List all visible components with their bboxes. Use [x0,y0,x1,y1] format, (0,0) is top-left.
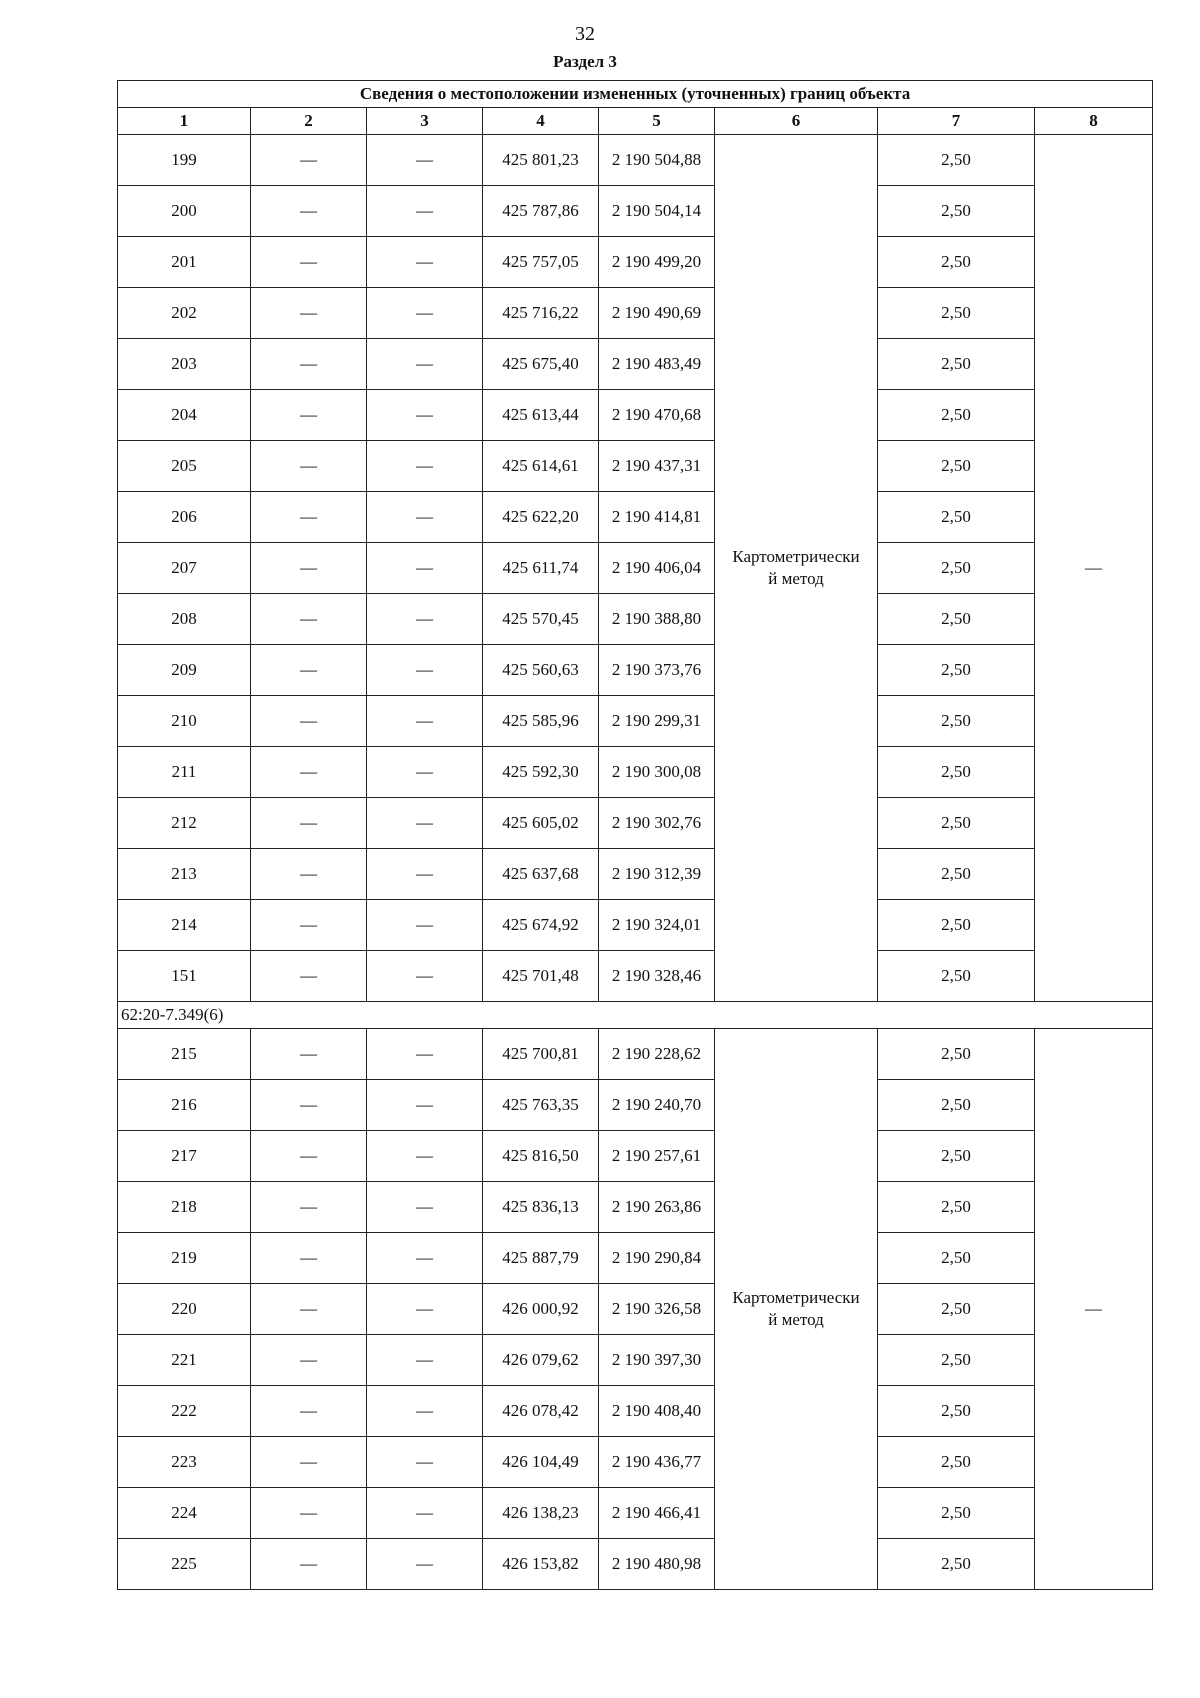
coordinate-x-cell: 425 757,05 [483,237,599,288]
point-number-cell: 214 [118,900,251,951]
column-3-cell: — [367,594,483,645]
accuracy-cell: 2,50 [878,543,1035,594]
accuracy-cell: 2,50 [878,1182,1035,1233]
column-2-cell: — [251,1335,367,1386]
accuracy-cell: 2,50 [878,1080,1035,1131]
table-row [118,1080,1153,1131]
table-row [118,1131,1153,1182]
column-3-cell: — [367,1131,483,1182]
coordinate-y-cell: 2 190 466,41 [599,1488,715,1539]
coordinate-y-cell: 2 190 388,80 [599,594,715,645]
column-2-cell: — [251,594,367,645]
point-number-cell: 221 [118,1335,251,1386]
table-body [118,135,1153,1590]
accuracy-cell: 2,50 [878,339,1035,390]
accuracy-cell: 2,50 [878,1029,1035,1080]
accuracy-cell: 2,50 [878,492,1035,543]
column-2-cell: — [251,288,367,339]
accuracy-cell: 2,50 [878,441,1035,492]
coordinate-x-cell: 425 816,50 [483,1131,599,1182]
accuracy-cell: 2,50 [878,237,1035,288]
point-number-cell: 201 [118,237,251,288]
coordinate-x-cell: 425 716,22 [483,288,599,339]
column-2-cell: — [251,237,367,288]
column-2-cell: — [251,1182,367,1233]
column-3-cell: — [367,1335,483,1386]
table-row [118,186,1153,237]
table-row [118,645,1153,696]
point-number-cell: 204 [118,390,251,441]
column-3-cell: — [367,645,483,696]
accuracy-cell: 2,50 [878,390,1035,441]
coordinate-x-cell: 425 787,86 [483,186,599,237]
column-3-cell: — [367,798,483,849]
accuracy-cell: 2,50 [878,798,1035,849]
coordinate-x-cell: 425 605,02 [483,798,599,849]
coordinate-y-cell: 2 190 408,40 [599,1386,715,1437]
column-3-cell: — [367,1284,483,1335]
coordinate-y-cell: 2 190 257,61 [599,1131,715,1182]
table-row [118,339,1153,390]
column-number-row [118,108,1153,135]
table-row [118,1386,1153,1437]
point-number-cell: 212 [118,798,251,849]
accuracy-cell: 2,50 [878,1284,1035,1335]
column-2-cell: — [251,1080,367,1131]
column-2-cell: — [251,492,367,543]
point-number-cell: 206 [118,492,251,543]
table-row [118,543,1153,594]
point-number-cell: 211 [118,747,251,798]
column-3-cell: — [367,186,483,237]
table-row [118,1488,1153,1539]
coordinate-y-cell: 2 190 290,84 [599,1233,715,1284]
coordinate-y-cell: 2 190 302,76 [599,798,715,849]
column-3-cell: — [367,951,483,1002]
column-number-6: 6 [715,108,878,135]
coordinate-x-cell: 425 674,92 [483,900,599,951]
column-3-cell: — [367,1080,483,1131]
column-3-cell: — [367,1233,483,1284]
accuracy-cell: 2,50 [878,288,1035,339]
column-3-cell: — [367,390,483,441]
column-2-cell: — [251,1437,367,1488]
table-row [118,900,1153,951]
point-number-cell: 207 [118,543,251,594]
column-3-cell: — [367,1539,483,1590]
column-3-cell: — [367,1182,483,1233]
point-number-cell: 209 [118,645,251,696]
column-3-cell: — [367,135,483,186]
coordinate-y-cell: 2 190 299,31 [599,696,715,747]
coordinate-y-cell: 2 190 480,98 [599,1539,715,1590]
coordinate-y-cell: 2 190 414,81 [599,492,715,543]
column-2-cell: — [251,1233,367,1284]
column-2-cell: — [251,900,367,951]
accuracy-cell: 2,50 [878,1233,1035,1284]
table-row [118,1335,1153,1386]
column-2-cell: — [251,696,367,747]
coordinate-x-cell: 425 614,61 [483,441,599,492]
point-number-cell: 210 [118,696,251,747]
coordinate-y-cell: 2 190 437,31 [599,441,715,492]
note-cell: — [1035,135,1153,1002]
group-label-row [118,1002,1153,1029]
point-number-cell: 220 [118,1284,251,1335]
coordinate-y-cell: 2 190 263,86 [599,1182,715,1233]
point-number-cell: 224 [118,1488,251,1539]
accuracy-cell: 2,50 [878,1539,1035,1590]
accuracy-cell: 2,50 [878,900,1035,951]
coordinate-y-cell: 2 190 312,39 [599,849,715,900]
coordinate-x-cell: 426 000,92 [483,1284,599,1335]
point-number-cell: 217 [118,1131,251,1182]
coordinate-x-cell: 426 104,49 [483,1437,599,1488]
accuracy-cell: 2,50 [878,186,1035,237]
coordinate-y-cell: 2 190 373,76 [599,645,715,696]
column-3-cell: — [367,543,483,594]
table-row [118,492,1153,543]
point-number-cell: 151 [118,951,251,1002]
coordinate-x-cell: 425 887,79 [483,1233,599,1284]
point-number-cell: 223 [118,1437,251,1488]
coordinate-y-cell: 2 190 436,77 [599,1437,715,1488]
accuracy-cell: 2,50 [878,1437,1035,1488]
column-2-cell: — [251,798,367,849]
table-row [118,441,1153,492]
table-caption-row [118,81,1153,108]
coordinate-y-cell: 2 190 326,58 [599,1284,715,1335]
table-row [118,1182,1153,1233]
coordinate-x-cell: 426 138,23 [483,1488,599,1539]
coordinate-x-cell: 426 153,82 [483,1539,599,1590]
table-row [118,1437,1153,1488]
column-3-cell: — [367,1386,483,1437]
column-2-cell: — [251,1131,367,1182]
column-3-cell: — [367,339,483,390]
point-number-cell: 215 [118,1029,251,1080]
column-number-1: 1 [118,108,251,135]
column-2-cell: — [251,1539,367,1590]
accuracy-cell: 2,50 [878,594,1035,645]
coordinate-y-cell: 2 190 504,88 [599,135,715,186]
column-3-cell: — [367,1029,483,1080]
accuracy-cell: 2,50 [878,1131,1035,1182]
accuracy-cell: 2,50 [878,696,1035,747]
table-row [118,951,1153,1002]
coordinate-y-cell: 2 190 228,62 [599,1029,715,1080]
column-2-cell: — [251,747,367,798]
point-number-cell: 199 [118,135,251,186]
column-number-8: 8 [1035,108,1153,135]
column-number-3: 3 [367,108,483,135]
coordinate-y-cell: 2 190 240,70 [599,1080,715,1131]
point-number-cell: 200 [118,186,251,237]
accuracy-cell: 2,50 [878,1386,1035,1437]
column-2-cell: — [251,1029,367,1080]
coordinate-x-cell: 426 079,62 [483,1335,599,1386]
coordinate-x-cell: 425 611,74 [483,543,599,594]
point-number-cell: 208 [118,594,251,645]
method-cell: Картометрически й метод [715,1029,878,1590]
method-cell: Картометрически й метод [715,135,878,1002]
page-number: 32 [575,23,595,45]
note-cell: — [1035,1029,1153,1590]
coordinate-y-cell: 2 190 397,30 [599,1335,715,1386]
coordinate-y-cell: 2 190 504,14 [599,186,715,237]
coordinate-x-cell: 425 622,20 [483,492,599,543]
coordinate-x-cell: 425 763,35 [483,1080,599,1131]
coordinate-y-cell: 2 190 300,08 [599,747,715,798]
accuracy-cell: 2,50 [878,1335,1035,1386]
column-2-cell: — [251,1488,367,1539]
table-row [118,135,1153,186]
column-3-cell: — [367,900,483,951]
coordinate-x-cell: 426 078,42 [483,1386,599,1437]
coordinate-x-cell: 425 585,96 [483,696,599,747]
coordinate-x-cell: 425 675,40 [483,339,599,390]
column-3-cell: — [367,1437,483,1488]
point-number-cell: 222 [118,1386,251,1437]
table-row [118,798,1153,849]
coordinate-x-cell: 425 701,48 [483,951,599,1002]
coordinate-y-cell: 2 190 470,68 [599,390,715,441]
boundary-coordinates-table [117,80,1153,1590]
column-3-cell: — [367,696,483,747]
coordinate-y-cell: 2 190 483,49 [599,339,715,390]
column-2-cell: — [251,1386,367,1437]
column-2-cell: — [251,135,367,186]
coordinate-x-cell: 425 560,63 [483,645,599,696]
column-2-cell: — [251,543,367,594]
table-row [118,1539,1153,1590]
table-row [118,747,1153,798]
table-row [118,237,1153,288]
table-row [118,594,1153,645]
column-2-cell: — [251,951,367,1002]
point-number-cell: 225 [118,1539,251,1590]
coordinate-x-cell: 425 570,45 [483,594,599,645]
column-2-cell: — [251,339,367,390]
accuracy-cell: 2,50 [878,747,1035,798]
accuracy-cell: 2,50 [878,135,1035,186]
table-row [118,390,1153,441]
column-2-cell: — [251,441,367,492]
point-number-cell: 202 [118,288,251,339]
column-3-cell: — [367,441,483,492]
accuracy-cell: 2,50 [878,1488,1035,1539]
point-number-cell: 205 [118,441,251,492]
point-number-cell: 219 [118,1233,251,1284]
coordinate-y-cell: 2 190 499,20 [599,237,715,288]
column-3-cell: — [367,237,483,288]
coordinate-x-cell: 425 700,81 [483,1029,599,1080]
coordinate-x-cell: 425 613,44 [483,390,599,441]
column-3-cell: — [367,288,483,339]
coordinate-x-cell: 425 637,68 [483,849,599,900]
section-title: Раздел 3 [553,52,617,71]
coordinate-y-cell: 2 190 490,69 [599,288,715,339]
coordinate-x-cell: 425 592,30 [483,747,599,798]
column-number-4: 4 [483,108,599,135]
coordinate-x-cell: 425 836,13 [483,1182,599,1233]
group-label: 62:20-7.349(6) [118,1002,1153,1029]
table-caption: Сведения о местоположении измененных (уточненных) границ объекта [118,81,1153,108]
column-number-2: 2 [251,108,367,135]
accuracy-cell: 2,50 [878,645,1035,696]
accuracy-cell: 2,50 [878,951,1035,1002]
accuracy-cell: 2,50 [878,849,1035,900]
table-row [118,1284,1153,1335]
point-number-cell: 216 [118,1080,251,1131]
column-2-cell: — [251,645,367,696]
column-2-cell: — [251,849,367,900]
column-2-cell: — [251,390,367,441]
table-row [118,849,1153,900]
point-number-cell: 203 [118,339,251,390]
table-row [118,696,1153,747]
coordinate-y-cell: 2 190 328,46 [599,951,715,1002]
column-3-cell: — [367,849,483,900]
coordinate-x-cell: 425 801,23 [483,135,599,186]
column-3-cell: — [367,492,483,543]
point-number-cell: 218 [118,1182,251,1233]
column-number-5: 5 [599,108,715,135]
table-row [118,1233,1153,1284]
coordinate-y-cell: 2 190 406,04 [599,543,715,594]
column-2-cell: — [251,1284,367,1335]
column-2-cell: — [251,186,367,237]
column-3-cell: — [367,1488,483,1539]
table-row [118,288,1153,339]
point-number-cell: 213 [118,849,251,900]
column-number-7: 7 [878,108,1035,135]
column-3-cell: — [367,747,483,798]
table-row [118,1029,1153,1080]
coordinate-y-cell: 2 190 324,01 [599,900,715,951]
